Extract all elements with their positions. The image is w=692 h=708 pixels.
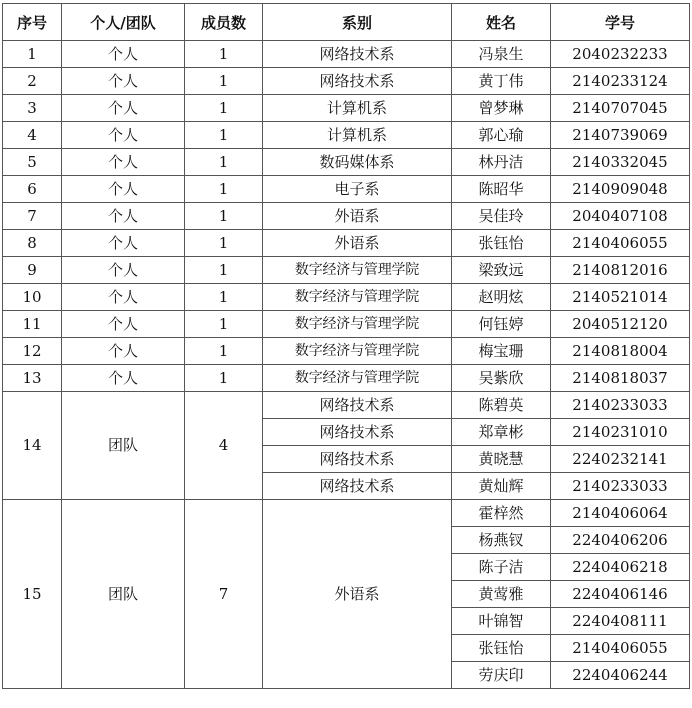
- cell-id: 2240406146: [551, 581, 690, 608]
- cell-dept: 网络技术系: [263, 419, 452, 446]
- cell-name: 劳庆印: [452, 662, 551, 689]
- cell-id: 2240232141: [551, 446, 690, 473]
- cell-name: 郑章彬: [452, 419, 551, 446]
- cell-name: 吴紫欣: [452, 365, 551, 392]
- cell-index: 8: [3, 230, 62, 257]
- cell-count: 4: [185, 392, 263, 500]
- table-row: [3, 68, 690, 95]
- cell-name: 黄莺雅: [452, 581, 551, 608]
- cell-count: 1: [185, 203, 263, 230]
- roster-table: [2, 3, 690, 689]
- cell-type: 个人: [62, 149, 185, 176]
- cell-index: 7: [3, 203, 62, 230]
- cell-id: 2140406064: [551, 500, 690, 527]
- table-row: [3, 500, 690, 527]
- cell-id: 2140707045: [551, 95, 690, 122]
- cell-name: 黄灿辉: [452, 473, 551, 500]
- table-row: [3, 230, 690, 257]
- cell-index: 13: [3, 365, 62, 392]
- cell-index: 11: [3, 311, 62, 338]
- cell-id: 2140406055: [551, 230, 690, 257]
- cell-id: 2140739069: [551, 122, 690, 149]
- cell-index: 9: [3, 257, 62, 284]
- cell-type: 个人: [62, 176, 185, 203]
- cell-index: 14: [3, 392, 62, 500]
- cell-id: 2040512120: [551, 311, 690, 338]
- cell-id: 2140818004: [551, 338, 690, 365]
- cell-name: 陈碧英: [452, 392, 551, 419]
- table-row: [3, 176, 690, 203]
- cell-count: 1: [185, 257, 263, 284]
- cell-dept: 网络技术系: [263, 392, 452, 419]
- cell-dept: 电子系: [263, 176, 452, 203]
- table-row: [3, 257, 690, 284]
- cell-index: 12: [3, 338, 62, 365]
- cell-type: 个人: [62, 365, 185, 392]
- header-index: 序号: [3, 4, 62, 41]
- cell-count: 7: [185, 500, 263, 689]
- cell-count: 1: [185, 338, 263, 365]
- cell-type: 团队: [62, 392, 185, 500]
- cell-id: 2140406055: [551, 635, 690, 662]
- table-row: [3, 203, 690, 230]
- table-row: [3, 122, 690, 149]
- cell-name: 叶锦智: [452, 608, 551, 635]
- cell-dept: 网络技术系: [263, 68, 452, 95]
- cell-dept: 数字经济与管理学院: [263, 284, 452, 311]
- cell-count: 1: [185, 230, 263, 257]
- cell-name: 杨燕钗: [452, 527, 551, 554]
- cell-id: 2240408111: [551, 608, 690, 635]
- cell-type: 个人: [62, 230, 185, 257]
- cell-id: 2140521014: [551, 284, 690, 311]
- cell-dept: 数字经济与管理学院: [263, 257, 452, 284]
- cell-name: 赵明炫: [452, 284, 551, 311]
- cell-type: 个人: [62, 68, 185, 95]
- cell-id: 2040232233: [551, 41, 690, 68]
- table-row: [3, 392, 690, 419]
- cell-type: 个人: [62, 41, 185, 68]
- cell-index: 1: [3, 41, 62, 68]
- cell-dept: 数字经济与管理学院: [263, 338, 452, 365]
- cell-dept: 数字经济与管理学院: [263, 365, 452, 392]
- cell-name: 吴佳玲: [452, 203, 551, 230]
- cell-dept: 计算机系: [263, 95, 452, 122]
- header-type: 个人/团队: [62, 4, 185, 41]
- cell-id: 2240406206: [551, 527, 690, 554]
- cell-count: 1: [185, 311, 263, 338]
- table-row: [3, 311, 690, 338]
- cell-index: 4: [3, 122, 62, 149]
- cell-count: 1: [185, 95, 263, 122]
- cell-index: 5: [3, 149, 62, 176]
- cell-id: 2240406244: [551, 662, 690, 689]
- cell-name: 林丹洁: [452, 149, 551, 176]
- cell-type: 个人: [62, 257, 185, 284]
- cell-dept: 计算机系: [263, 122, 452, 149]
- cell-index: 2: [3, 68, 62, 95]
- cell-name: 张钰怡: [452, 635, 551, 662]
- cell-id: 2140231010: [551, 419, 690, 446]
- cell-count: 1: [185, 365, 263, 392]
- cell-dept: 外语系: [263, 500, 452, 689]
- cell-name: 黄晓慧: [452, 446, 551, 473]
- cell-type: 个人: [62, 95, 185, 122]
- cell-id: 2040407108: [551, 203, 690, 230]
- cell-id: 2240406218: [551, 554, 690, 581]
- cell-id: 2140233033: [551, 392, 690, 419]
- cell-dept: 数码媒体系: [263, 149, 452, 176]
- cell-dept: 网络技术系: [263, 446, 452, 473]
- cell-name: 张钰怡: [452, 230, 551, 257]
- cell-count: 1: [185, 149, 263, 176]
- cell-id: 2140909048: [551, 176, 690, 203]
- cell-name: 曾梦琳: [452, 95, 551, 122]
- cell-id: 2140332045: [551, 149, 690, 176]
- table-row: [3, 95, 690, 122]
- header-dept: 系别: [263, 4, 452, 41]
- table-row: [3, 284, 690, 311]
- cell-name: 郭心瑜: [452, 122, 551, 149]
- cell-count: 1: [185, 284, 263, 311]
- cell-id: 2140812016: [551, 257, 690, 284]
- cell-name: 陈昭华: [452, 176, 551, 203]
- cell-type: 个人: [62, 122, 185, 149]
- cell-index: 3: [3, 95, 62, 122]
- cell-id: 2140233124: [551, 68, 690, 95]
- cell-count: 1: [185, 176, 263, 203]
- table-row: [3, 338, 690, 365]
- cell-index: 6: [3, 176, 62, 203]
- cell-type: 个人: [62, 338, 185, 365]
- cell-dept: 外语系: [263, 203, 452, 230]
- cell-index: 10: [3, 284, 62, 311]
- cell-dept: 数字经济与管理学院: [263, 311, 452, 338]
- cell-type: 个人: [62, 284, 185, 311]
- cell-name: 梁致远: [452, 257, 551, 284]
- cell-id: 2140818037: [551, 365, 690, 392]
- table-row: [3, 149, 690, 176]
- cell-count: 1: [185, 122, 263, 149]
- cell-dept: 外语系: [263, 230, 452, 257]
- header-id: 学号: [551, 4, 690, 41]
- header-name: 姓名: [452, 4, 551, 41]
- cell-dept: 网络技术系: [263, 41, 452, 68]
- cell-count: 1: [185, 68, 263, 95]
- cell-type: 个人: [62, 311, 185, 338]
- cell-type: 团队: [62, 500, 185, 689]
- header-count: 成员数: [185, 4, 263, 41]
- cell-index: 15: [3, 500, 62, 689]
- roster-table-container: [2, 3, 690, 689]
- cell-type: 个人: [62, 203, 185, 230]
- cell-dept: 网络技术系: [263, 473, 452, 500]
- table-row: [3, 41, 690, 68]
- cell-name: 冯泉生: [452, 41, 551, 68]
- cell-id: 2140233033: [551, 473, 690, 500]
- cell-name: 何钰婷: [452, 311, 551, 338]
- cell-count: 1: [185, 41, 263, 68]
- cell-name: 黄丁伟: [452, 68, 551, 95]
- header-row: [3, 4, 690, 41]
- table-row: [3, 365, 690, 392]
- cell-name: 梅宝珊: [452, 338, 551, 365]
- cell-name: 霍梓然: [452, 500, 551, 527]
- cell-name: 陈子洁: [452, 554, 551, 581]
